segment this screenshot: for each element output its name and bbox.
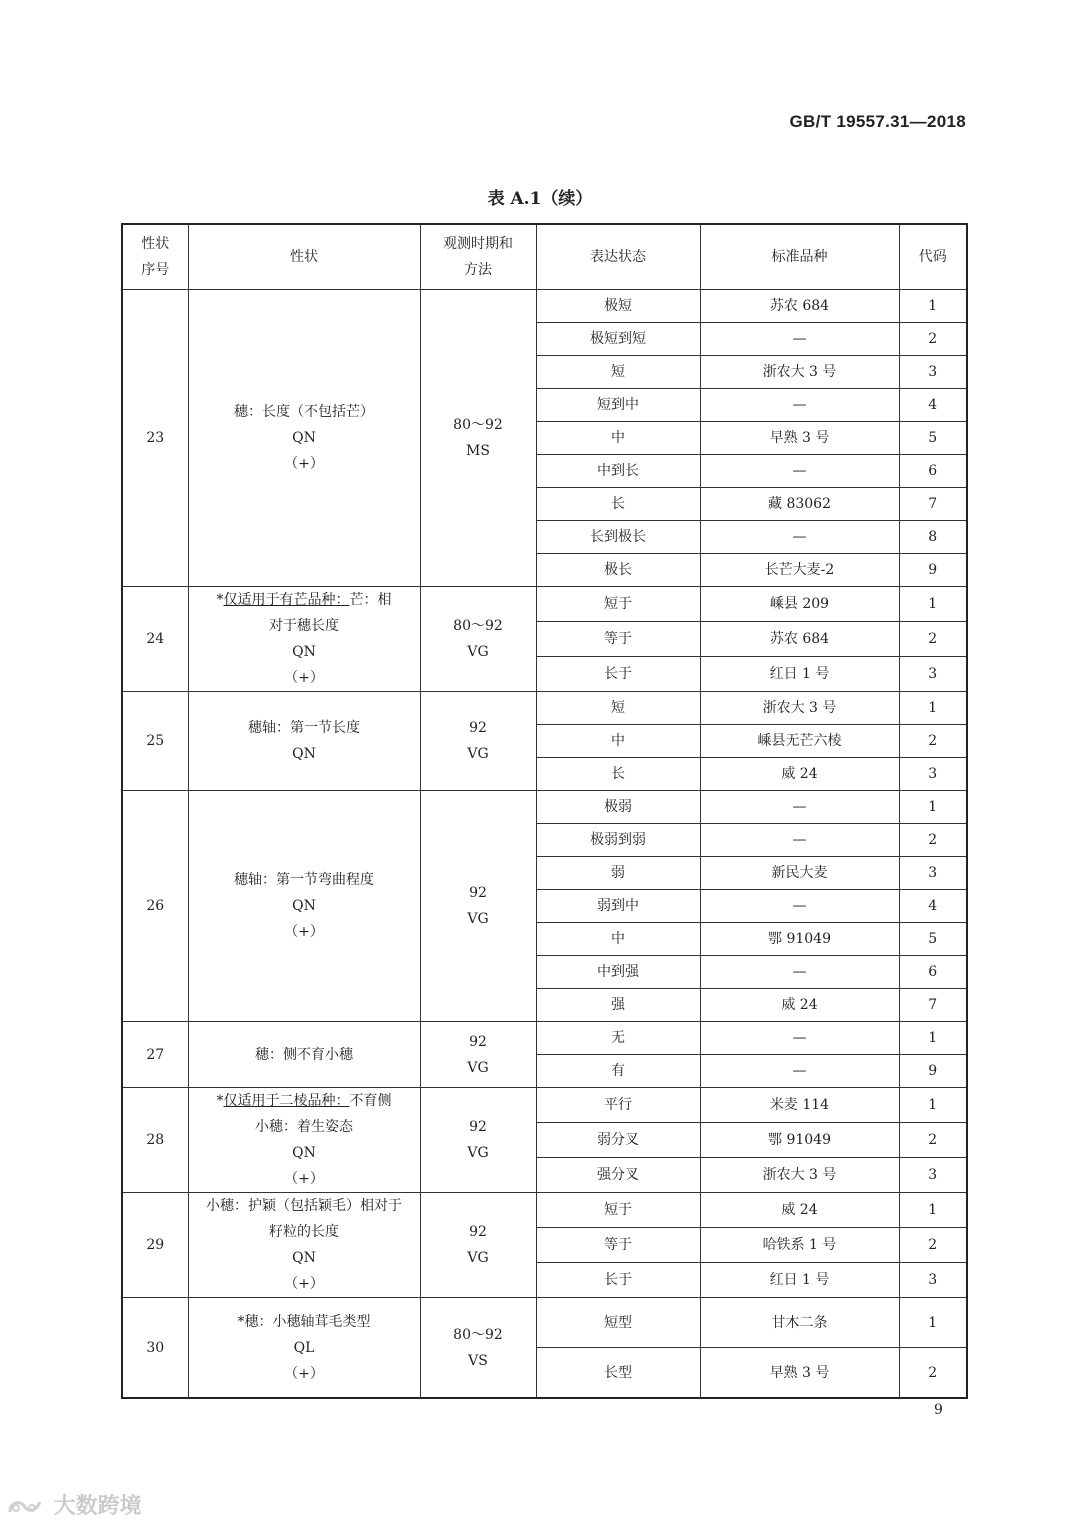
code-cell: 3 bbox=[899, 857, 967, 890]
standard-variety-cell: 威 24 bbox=[700, 989, 899, 1022]
standard-variety-cell: — bbox=[700, 521, 899, 554]
trait-line bbox=[189, 1245, 420, 1271]
standard-variety-cell: 鄂 91049 bbox=[700, 1123, 899, 1158]
method-line: VG bbox=[467, 1250, 489, 1266]
trait-seq-cell: 24 bbox=[122, 587, 188, 692]
trait-line bbox=[189, 1193, 420, 1219]
method-line: MS bbox=[466, 443, 490, 459]
trait-line bbox=[189, 639, 420, 665]
table-row bbox=[122, 1088, 967, 1123]
standard-variety-cell: — bbox=[700, 890, 899, 923]
trait-seq-cell: 29 bbox=[122, 1193, 188, 1298]
observation-method-cell bbox=[420, 587, 536, 692]
expression-state-cell: 短于 bbox=[536, 587, 700, 622]
table-row bbox=[122, 1298, 967, 1348]
standard-variety-cell: — bbox=[700, 956, 899, 989]
trait-name-cell bbox=[188, 1193, 420, 1298]
expression-state-cell: 中 bbox=[536, 422, 700, 455]
trait-name-cell bbox=[188, 1088, 420, 1193]
trait-name-cell bbox=[188, 1022, 420, 1088]
standard-variety-cell: 威 24 bbox=[700, 758, 899, 791]
method-line: VG bbox=[467, 746, 489, 762]
watermark-text: 大数跨境 bbox=[53, 1494, 142, 1519]
trait-text: 对于穗长度 bbox=[269, 618, 339, 634]
observation-method-cell bbox=[420, 1022, 536, 1088]
trait-text: （+） bbox=[284, 1365, 324, 1382]
code-cell: 1 bbox=[899, 1298, 967, 1348]
code-cell: 5 bbox=[899, 422, 967, 455]
trait-text: QN bbox=[292, 644, 316, 660]
observation-method-cell bbox=[420, 1193, 536, 1298]
method-line: 92 bbox=[469, 720, 487, 736]
code-cell: 2 bbox=[899, 824, 967, 857]
standard-variety-cell: 嵊县 209 bbox=[700, 587, 899, 622]
table-row bbox=[122, 1193, 967, 1228]
asterisk-marker: * bbox=[237, 1313, 245, 1330]
method-line: 80～92 bbox=[453, 1326, 503, 1343]
method-line: 92 bbox=[469, 1033, 487, 1050]
observation-method-cell bbox=[420, 692, 536, 791]
standard-variety-cell: 甘木二条 bbox=[700, 1298, 899, 1348]
expression-state-cell: 强 bbox=[536, 989, 700, 1022]
trait-line bbox=[189, 587, 420, 613]
standard-variety-cell: — bbox=[700, 455, 899, 488]
expression-state-cell: 强分叉 bbox=[536, 1158, 700, 1193]
standard-variety-cell: — bbox=[700, 791, 899, 824]
observation-method-cell bbox=[420, 290, 536, 587]
trait-line bbox=[189, 867, 420, 893]
code-cell: 1 bbox=[899, 1088, 967, 1123]
code-cell: 4 bbox=[899, 890, 967, 923]
standard-variety-cell: 红日 1 号 bbox=[700, 1263, 899, 1298]
trait-line bbox=[189, 1114, 420, 1140]
watermark bbox=[6, 1489, 142, 1520]
expression-state-cell: 中到强 bbox=[536, 956, 700, 989]
header-trait: 性状 bbox=[188, 224, 420, 290]
trait-name-cell bbox=[188, 1298, 420, 1399]
method-line: 92 bbox=[469, 1119, 487, 1135]
standard-variety-cell: — bbox=[700, 389, 899, 422]
code-cell: 3 bbox=[899, 356, 967, 389]
trait-text: QN bbox=[292, 1145, 316, 1161]
expression-state-cell: 极弱到弱 bbox=[536, 824, 700, 857]
code-cell: 1 bbox=[899, 1022, 967, 1055]
code-cell: 3 bbox=[899, 657, 967, 692]
standard-variety-cell: 长芒大麦-2 bbox=[700, 554, 899, 587]
expression-state-cell: 等于 bbox=[536, 1228, 700, 1263]
header-method-line: 方法 bbox=[464, 262, 492, 278]
trait-name-cell bbox=[188, 290, 420, 587]
header-state: 表达状态 bbox=[536, 224, 700, 290]
trait-text: 穗轴：第一节长度 bbox=[248, 720, 360, 736]
code-cell: 1 bbox=[899, 791, 967, 824]
method-line: 80～92 bbox=[453, 618, 503, 634]
code-cell: 8 bbox=[899, 521, 967, 554]
trait-text: 穗轴：第一节弯曲程度 bbox=[234, 872, 374, 888]
trait-text: 籽粒的长度 bbox=[269, 1224, 339, 1240]
code-cell: 1 bbox=[899, 692, 967, 725]
expression-state-cell: 极短 bbox=[536, 290, 700, 323]
standard-code: GB/T 19557.31—2018 bbox=[789, 112, 966, 131]
trait-line bbox=[189, 1088, 420, 1114]
expression-state-cell: 弱到中 bbox=[536, 890, 700, 923]
expression-state-cell: 极弱 bbox=[536, 791, 700, 824]
table-body bbox=[122, 290, 967, 1399]
method-line: VS bbox=[468, 1352, 488, 1369]
method-line: VG bbox=[467, 911, 489, 927]
standard-variety-cell: 浙农大 3 号 bbox=[700, 356, 899, 389]
standard-variety-cell: 威 24 bbox=[700, 1193, 899, 1228]
trait-name-cell bbox=[188, 692, 420, 791]
standard-variety-cell: 鄂 91049 bbox=[700, 923, 899, 956]
trait-seq-cell: 28 bbox=[122, 1088, 188, 1193]
trait-text: 小穗：护颖（包括颖毛）相对于 bbox=[206, 1198, 402, 1214]
trait-line bbox=[189, 1361, 420, 1387]
trait-line bbox=[189, 613, 420, 639]
code-cell: 1 bbox=[899, 290, 967, 323]
header-code: 代码 bbox=[899, 224, 967, 290]
expression-state-cell: 短型 bbox=[536, 1298, 700, 1348]
table-row bbox=[122, 1022, 967, 1055]
expression-state-cell: 长 bbox=[536, 488, 700, 521]
trait-line bbox=[189, 1309, 420, 1335]
trait-text: QN bbox=[292, 430, 316, 446]
trait-line bbox=[189, 1140, 420, 1166]
code-cell: 3 bbox=[899, 1263, 967, 1298]
standard-variety-cell: 苏农 684 bbox=[700, 290, 899, 323]
code-cell: 9 bbox=[899, 554, 967, 587]
table-row bbox=[122, 587, 967, 622]
code-cell: 6 bbox=[899, 455, 967, 488]
code-cell: 1 bbox=[899, 1193, 967, 1228]
trait-text: 不育侧 bbox=[349, 1093, 392, 1109]
expression-state-cell: 中到长 bbox=[536, 455, 700, 488]
standard-variety-cell: — bbox=[700, 1022, 899, 1055]
method-line: 92 bbox=[469, 1224, 487, 1240]
trait-seq-cell: 30 bbox=[122, 1298, 188, 1399]
standard-variety-cell: 哈铁系 1 号 bbox=[700, 1228, 899, 1263]
method-line: VG bbox=[467, 1059, 489, 1076]
trait-text: 小穗：着生姿态 bbox=[255, 1119, 353, 1135]
standard-variety-cell: 苏农 684 bbox=[700, 622, 899, 657]
trait-line bbox=[189, 715, 420, 741]
code-cell: 4 bbox=[899, 389, 967, 422]
trait-line bbox=[189, 1335, 420, 1361]
table-row bbox=[122, 791, 967, 824]
expression-state-cell: 极长 bbox=[536, 554, 700, 587]
expression-state-cell: 有 bbox=[536, 1055, 700, 1088]
expression-state-cell: 中 bbox=[536, 725, 700, 758]
applicability-note: 仅适用于二棱品种： bbox=[223, 1093, 350, 1109]
observation-method-cell bbox=[420, 791, 536, 1022]
expression-state-cell: 短于 bbox=[536, 1193, 700, 1228]
standard-variety-cell: 嵊县无芒六棱 bbox=[700, 725, 899, 758]
trait-text: （+） bbox=[284, 670, 324, 686]
trait-line bbox=[189, 425, 420, 451]
expression-state-cell: 长到极长 bbox=[536, 521, 700, 554]
trait-seq-cell: 27 bbox=[122, 1022, 188, 1088]
expression-state-cell: 平行 bbox=[536, 1088, 700, 1123]
asterisk-marker: * bbox=[216, 592, 224, 608]
trait-name-cell bbox=[188, 791, 420, 1022]
header-seq-line: 序号 bbox=[141, 262, 170, 278]
trait-line bbox=[189, 1166, 420, 1192]
method-line: VG bbox=[467, 644, 489, 660]
table-header-row bbox=[122, 224, 967, 290]
header-method bbox=[420, 224, 536, 290]
trait-line bbox=[189, 451, 420, 477]
header-variety: 标准品种 bbox=[700, 224, 899, 290]
trait-seq-cell: 26 bbox=[122, 791, 188, 1022]
expression-state-cell: 短 bbox=[536, 356, 700, 389]
code-cell: 3 bbox=[899, 1158, 967, 1193]
trait-text: （+） bbox=[284, 924, 324, 940]
standard-variety-cell: 早熟 3 号 bbox=[700, 422, 899, 455]
code-cell: 2 bbox=[899, 323, 967, 356]
trait-line bbox=[189, 1219, 420, 1245]
trait-line bbox=[189, 919, 420, 945]
method-line: VG bbox=[467, 1145, 489, 1161]
method-line: 80～92 bbox=[453, 417, 503, 433]
trait-text: QN bbox=[292, 746, 316, 762]
observation-method-cell bbox=[420, 1298, 536, 1399]
expression-state-cell: 等于 bbox=[536, 622, 700, 657]
trait-line bbox=[189, 399, 420, 425]
trait-text: QN bbox=[292, 898, 316, 914]
trait-text: （+） bbox=[284, 1276, 324, 1292]
expression-state-cell: 长于 bbox=[536, 657, 700, 692]
standard-variety-cell: 早熟 3 号 bbox=[700, 1348, 899, 1399]
observation-method-cell bbox=[420, 1088, 536, 1193]
trait-line bbox=[189, 741, 420, 767]
trait-line bbox=[189, 1271, 420, 1297]
standard-variety-cell: 浙农大 3 号 bbox=[700, 692, 899, 725]
expression-state-cell: 长 bbox=[536, 758, 700, 791]
code-cell: 7 bbox=[899, 488, 967, 521]
method-line: 92 bbox=[469, 885, 487, 901]
expression-state-cell: 无 bbox=[536, 1022, 700, 1055]
code-cell: 2 bbox=[899, 1348, 967, 1399]
code-cell: 7 bbox=[899, 989, 967, 1022]
asterisk-marker: * bbox=[216, 1093, 224, 1109]
trait-text: （+） bbox=[284, 1171, 324, 1187]
code-cell: 6 bbox=[899, 956, 967, 989]
expression-state-cell: 短 bbox=[536, 692, 700, 725]
expression-state-cell: 长型 bbox=[536, 1348, 700, 1399]
standard-variety-cell: 新民大麦 bbox=[700, 857, 899, 890]
code-cell: 2 bbox=[899, 725, 967, 758]
trait-text: QL bbox=[293, 1339, 315, 1356]
code-cell: 3 bbox=[899, 758, 967, 791]
trait-seq-cell: 25 bbox=[122, 692, 188, 791]
code-cell: 2 bbox=[899, 1123, 967, 1158]
trait-line bbox=[189, 665, 420, 691]
table-caption: 表 A.1（续） bbox=[487, 189, 593, 209]
standard-variety-cell: — bbox=[700, 824, 899, 857]
watermark-logo-icon bbox=[6, 1496, 46, 1518]
code-cell: 5 bbox=[899, 923, 967, 956]
standard-variety-cell: 红日 1 号 bbox=[700, 657, 899, 692]
trait-name-cell bbox=[188, 587, 420, 692]
code-cell: 1 bbox=[899, 587, 967, 622]
expression-state-cell: 极短到短 bbox=[536, 323, 700, 356]
standard-variety-cell: 藏 83062 bbox=[700, 488, 899, 521]
standard-variety-cell: 浙农大 3 号 bbox=[700, 1158, 899, 1193]
trait-text: QN bbox=[292, 1250, 316, 1266]
standard-variety-cell: 米麦 114 bbox=[700, 1088, 899, 1123]
header-seq bbox=[122, 224, 188, 290]
table-row bbox=[122, 290, 967, 323]
header-seq-line: 性状 bbox=[141, 236, 170, 252]
trait-table bbox=[121, 223, 968, 1399]
page-number: 9 bbox=[934, 1402, 943, 1418]
expression-state-cell: 弱 bbox=[536, 857, 700, 890]
trait-text: 穗：小穗轴茸毛类型 bbox=[244, 1313, 371, 1330]
trait-line bbox=[189, 893, 420, 919]
trait-seq-cell: 23 bbox=[122, 290, 188, 587]
code-cell: 2 bbox=[899, 1228, 967, 1263]
applicability-note: 仅适用于有芒品种： bbox=[223, 592, 350, 608]
standard-variety-cell: — bbox=[700, 323, 899, 356]
trait-line bbox=[189, 1042, 420, 1068]
expression-state-cell: 弱分叉 bbox=[536, 1123, 700, 1158]
trait-text: 芒：相 bbox=[349, 592, 392, 608]
trait-text: 穗：侧不育小穗 bbox=[255, 1046, 353, 1063]
expression-state-cell: 长于 bbox=[536, 1263, 700, 1298]
standard-variety-cell: — bbox=[700, 1055, 899, 1088]
code-cell: 9 bbox=[899, 1055, 967, 1088]
expression-state-cell: 短到中 bbox=[536, 389, 700, 422]
trait-text: 穗：长度（不包括芒） bbox=[234, 404, 374, 420]
code-cell: 2 bbox=[899, 622, 967, 657]
trait-text: （+） bbox=[284, 456, 324, 472]
header-method-line: 观测时期和 bbox=[443, 236, 513, 252]
expression-state-cell: 中 bbox=[536, 923, 700, 956]
table-row bbox=[122, 692, 967, 725]
